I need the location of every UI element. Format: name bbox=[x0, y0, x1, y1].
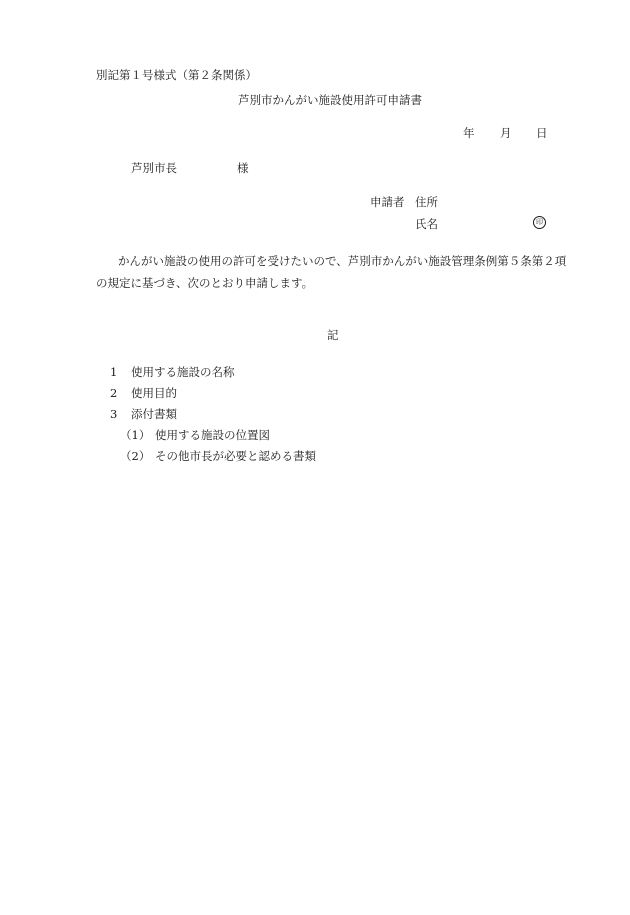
date-day-label: 日 bbox=[536, 126, 548, 140]
item-list bbox=[110, 362, 235, 425]
item-text: 使用目的 bbox=[131, 386, 177, 400]
form-number-label: 別記第１号様式（第２条関係） bbox=[96, 68, 257, 82]
record-heading: 記 bbox=[327, 328, 339, 342]
name-label: 氏名 bbox=[415, 217, 438, 231]
list-item bbox=[120, 425, 316, 446]
sub-item-text: 使用する施設の位置図 bbox=[155, 428, 270, 442]
address-label: 住所 bbox=[415, 195, 438, 209]
item-number: 1 bbox=[110, 365, 118, 379]
sub-item-number: （1） bbox=[120, 428, 151, 442]
sub-item-number: （2） bbox=[120, 449, 151, 463]
applicant-label: 申請者 bbox=[370, 195, 405, 209]
item-number: 2 bbox=[110, 386, 118, 400]
recipient-honorific: 様 bbox=[237, 161, 249, 175]
item-text: 添付書類 bbox=[131, 407, 177, 421]
recipient-name: 芦別市長 bbox=[131, 161, 177, 175]
document-title: 芦別市かんがい施設使用許可申請書 bbox=[238, 93, 422, 107]
list-item bbox=[110, 362, 235, 383]
sub-item-text: その他市長が必要と認める書類 bbox=[155, 449, 316, 463]
list-item bbox=[110, 383, 235, 404]
date-year-label: 年 bbox=[463, 126, 475, 140]
seal-icon: 印 bbox=[533, 216, 546, 229]
date-month-label: 月 bbox=[500, 126, 512, 140]
item-text: 使用する施設の名称 bbox=[131, 365, 235, 379]
list-item bbox=[120, 446, 316, 467]
item-number: 3 bbox=[110, 407, 118, 421]
application-statement: かんがい施設の使用の許可を受けたいので、芦別市かんがい施設管理条例第５条第２項の規定に基づき、次のとおり申請します。 bbox=[96, 254, 567, 290]
list-item bbox=[110, 404, 235, 425]
attachment-list bbox=[120, 425, 316, 467]
